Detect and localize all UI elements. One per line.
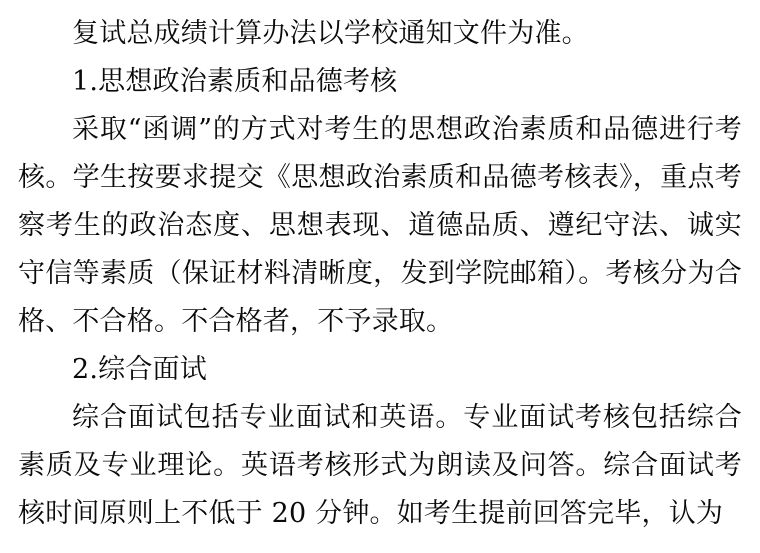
heading-political-ideology-assessment: 1.思想政治素质和品德考核 xyxy=(72,66,398,97)
paragraph-political-ideology-detail: 采取“函调”的方式对考生的思想政治素质和品德进行考核。学生按要求提交《思想政治素质和品德考核表》，重点考察考生的政治态度、思想表现、道德品质、遵纪守法、诚实守信等素质（保证材料清晰度，发到学院邮箱）。考核分为合格、不合格。不合格者，不予录取。 xyxy=(18,114,742,337)
heading-comprehensive-interview: 2.综合面试 xyxy=(72,354,207,385)
paragraph-total-score-rule: 复试总成绩计算办法以学校通知文件为准。 xyxy=(72,18,589,49)
document-body xyxy=(18,10,742,538)
paragraph-comprehensive-interview-detail: 综合面试包括专业面试和英语。专业面试考核包括综合素质及专业理论。英语考核形式为朗读及问答。综合面试考核时间原则上不低于 20 分钟。如考生提前回答完毕，认为 xyxy=(18,402,742,529)
